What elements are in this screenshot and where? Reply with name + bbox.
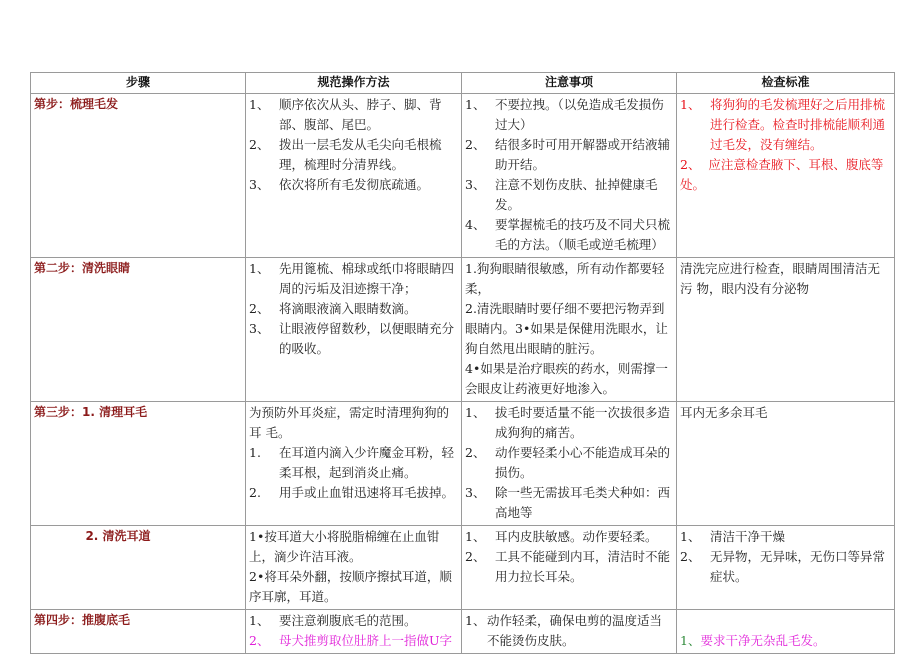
item-text: 将滴眼液滴入眼睛数滴。: [279, 301, 417, 316]
header-notes: 注意事项: [462, 73, 677, 94]
standard-cell: [677, 94, 895, 258]
item-number: 1、: [249, 97, 270, 112]
item-text: 动作要轻柔小心不能造成耳朵的损伤。: [495, 445, 671, 480]
list-item: [249, 135, 458, 175]
list-item: [465, 175, 673, 215]
item-text: 拨出一层毛发从毛尖向毛根梳理，梳理时分清界线。: [279, 137, 442, 172]
list-item: [465, 527, 673, 547]
notes-cell: [462, 610, 677, 654]
list-item: [249, 611, 458, 631]
notes-cell: [462, 258, 677, 402]
header-standard: 检查标准: [677, 73, 895, 94]
method-intro: 为预防外耳炎症，需定时清理狗狗的耳 毛。: [249, 405, 450, 440]
item-text: 耳内皮肤敏感。动作要轻柔。: [495, 529, 658, 544]
step-label: 第二步：清洗眼睛: [34, 261, 131, 275]
list-item-highlighted: [249, 631, 458, 651]
header-method: 规范操作方法: [246, 73, 462, 94]
step-label: 第三步：1. 清理耳毛: [34, 405, 148, 419]
notes-cell: [462, 526, 677, 610]
item-number: 1、: [680, 529, 701, 544]
table-row: [31, 258, 895, 402]
table-header-row: [31, 73, 895, 94]
item-number: 2、: [680, 157, 701, 172]
standard-cell: [677, 526, 895, 610]
table-row: [31, 610, 895, 654]
item-number: 1、: [465, 529, 486, 544]
item-text: 让眼液停留数秒，以便眼睛充分的吸收。: [279, 321, 455, 356]
note-paragraph: 1.狗狗眼睛很敏感，所有动作都要轻柔，: [465, 261, 665, 296]
list-item: [249, 319, 458, 359]
list-item: [680, 155, 891, 195]
list-item: [465, 95, 673, 135]
list-item: [249, 259, 458, 299]
table-row: [31, 94, 895, 258]
list-item: [465, 403, 673, 443]
item-number: 1、: [465, 405, 486, 420]
item-number: 2、: [249, 633, 270, 648]
method-cell: [246, 94, 462, 258]
list-item: [465, 135, 673, 175]
item-number: 1、: [249, 261, 270, 276]
step-cell: [31, 258, 246, 402]
method-cell: [246, 610, 462, 654]
item-text: 先用篦梳、棉球或纸巾将眼睛四周的污垢及泪迹擦干净；: [279, 261, 455, 296]
item-number: 2、: [249, 137, 270, 152]
item-number: 1、: [465, 613, 486, 628]
notes-cell: [462, 402, 677, 526]
method-paragraph: 2•将耳朵外翻，按顺序擦拭耳道，顺序耳廓，耳道。: [249, 569, 452, 604]
item-text: 清洁干净干燥: [710, 529, 786, 544]
item-number: 1、: [680, 97, 701, 112]
item-number: 3、: [465, 177, 486, 192]
method-cell: [246, 402, 462, 526]
item-number: 2、: [465, 549, 486, 564]
item-text: 要求干净无杂乱毛发。: [700, 633, 826, 648]
header-step: 步骤: [31, 73, 246, 94]
list-item: [249, 483, 458, 503]
list-item: [680, 95, 891, 155]
standard-text: 耳内无多余耳毛: [680, 405, 768, 420]
item-text: 应注意检查腋下、耳根、腹底等处。: [680, 157, 884, 192]
item-text: 工具不能碰到内耳，清洁时不能用力拉长耳朵。: [495, 549, 671, 584]
item-number: 2、: [465, 137, 486, 152]
list-item: [465, 547, 673, 587]
note-paragraph: 2.清洗眼睛时要仔细不要把污物弄到眼睛内。3•如果是保健用洗眼水，让狗自然甩出眼睛的脏污。: [465, 301, 668, 356]
list-item: [680, 631, 891, 651]
item-number: 2、: [465, 445, 486, 460]
table-row: [31, 526, 895, 610]
list-item: [249, 95, 458, 135]
item-number: 3、: [249, 321, 270, 336]
item-text: 顺序依次从头、脖子、脚、背部、腹部、尾巴。: [279, 97, 442, 132]
method-paragraph: 1•按耳道大小将脱脂棉缠在止血钳上，滴少许洁耳液。: [249, 529, 440, 564]
list-item: [465, 611, 673, 651]
list-item: [465, 215, 673, 255]
step-cell: [31, 610, 246, 654]
item-number: 1、: [465, 97, 486, 112]
item-number: 4、: [465, 217, 486, 232]
list-item: [465, 483, 673, 523]
item-number: 1、: [680, 633, 701, 648]
notes-cell: [462, 94, 677, 258]
item-text: 依次将所有毛发彻底疏通。: [279, 177, 430, 192]
step-label: 第四步：推腹底毛: [34, 613, 131, 627]
list-item: [465, 443, 673, 483]
list-item: [249, 443, 458, 483]
step-label: 第步：梳理毛发: [34, 97, 119, 111]
item-text: 注意不划伤皮肤、扯掉健康毛发。: [495, 177, 658, 212]
item-text: 拔毛时要适量不能一次拔很多造成狗狗的痛苦。: [495, 405, 671, 440]
item-text: 在耳道内滴入少许魔金耳粉，轻柔耳根，起到消炎止痛。: [279, 445, 455, 480]
item-text: 结很多时可用开解器或开结液辅助开结。: [495, 137, 671, 172]
list-item: [680, 527, 891, 547]
item-number: 1、: [249, 613, 270, 628]
method-cell: [246, 526, 462, 610]
item-text: 除一些无需拔耳毛类犬种如：西高地等: [495, 485, 671, 520]
list-item: [249, 299, 458, 319]
item-text: 要注意剃腹底毛的范围。: [279, 613, 417, 628]
step-cell: [31, 402, 246, 526]
list-item: [249, 175, 458, 195]
standard-cell: [677, 610, 895, 654]
item-text: 无异物，无异味，无伤口等异常症状。: [710, 549, 886, 584]
item-text: 母犬推剪取位肚脐上一指做U字: [279, 633, 453, 648]
item-number: 2、: [249, 301, 270, 316]
item-text: 动作轻柔，确保电剪的温度适当不能烫伤皮肤。: [487, 613, 663, 648]
note-paragraph: 4•如果是治疗眼疾的药水，则需撑一会眼皮让药液更好地渗入。: [465, 361, 668, 396]
step-label: 2. 清洗耳道: [85, 529, 151, 543]
method-cell: [246, 258, 462, 402]
table-row: [31, 402, 895, 526]
standard-cell: [677, 402, 895, 526]
step-cell: [31, 526, 246, 610]
item-number: 1.: [249, 445, 261, 460]
item-number: 3、: [465, 485, 486, 500]
step-cell: [31, 94, 246, 258]
grooming-procedure-table: [30, 72, 895, 654]
item-text: 将狗狗的毛发梳理好之后用排梳进行检查。检查时排梳能顺利通过毛发，没有缠结。: [710, 97, 886, 152]
item-number: 2、: [680, 549, 701, 564]
item-number: 3、: [249, 177, 270, 192]
item-text: 要掌握梳毛的技巧及不同犬只梳毛的方法。（顺毛或逆毛梳理）: [495, 217, 671, 252]
standard-text: 清洗完应进行检查，眼睛周围清洁无污 物，眼内没有分泌物: [680, 261, 881, 296]
standard-cell: [677, 258, 895, 402]
item-text: 不要拉拽。（以免造成毛发损伤过大）: [495, 97, 664, 132]
document-page: [30, 72, 895, 654]
list-item: [680, 547, 891, 587]
item-number: 2.: [249, 485, 261, 500]
item-text: 用手或止血钳迅速将耳毛拔掉。: [279, 485, 455, 500]
